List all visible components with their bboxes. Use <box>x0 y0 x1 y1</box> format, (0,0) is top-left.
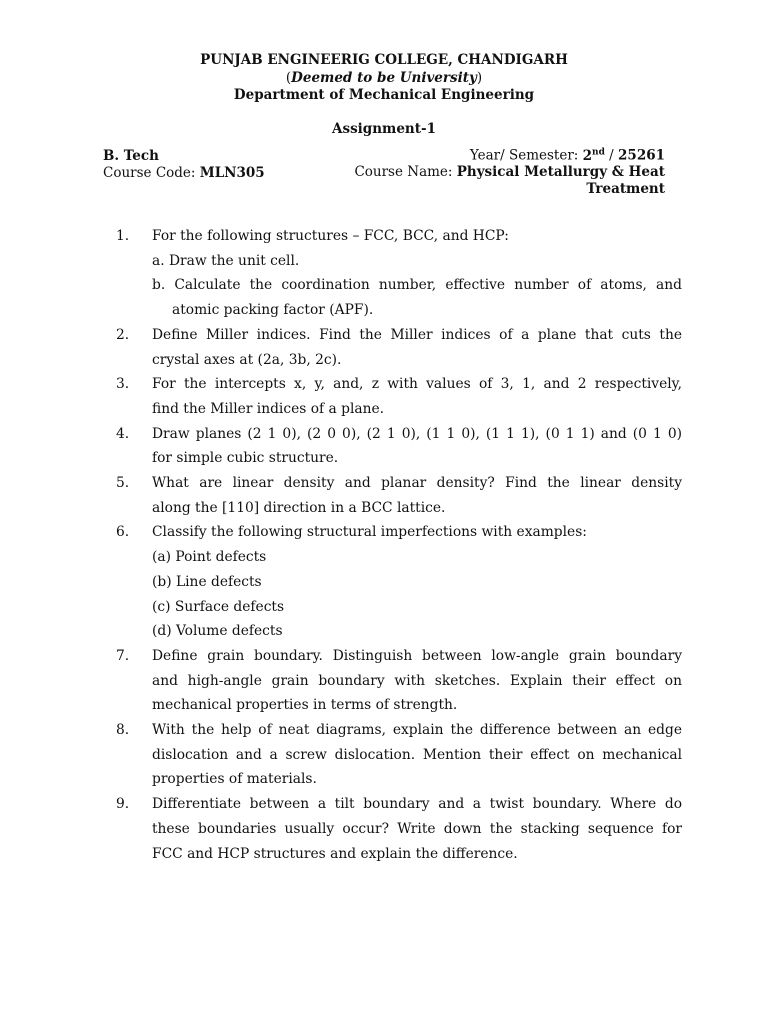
question-line: Define Miller indices. Find the Miller indices of a plane that cuts the <box>152 326 682 343</box>
question-number: 1. <box>116 228 130 244</box>
department-name: Department of Mechanical Engineering <box>233 87 535 103</box>
question-line: Define grain boundary. Distinguish between low-angle grain boundary <box>152 647 682 664</box>
question-line: for simple cubic structure. <box>152 450 339 467</box>
question-number: 6. <box>116 524 130 541</box>
question-line: With the help of neat diagrams, explain the difference between an edge <box>152 722 682 738</box>
question-text <box>152 224 682 249</box>
sub-item-text: (b) Line defects <box>152 573 262 590</box>
question-number: 4. <box>116 425 130 442</box>
question-number: 7. <box>116 647 130 664</box>
course-code-value: MLN305 <box>199 165 265 181</box>
question-line: For the intercepts x, y, and, z with values of 3, 1, and 2 respectively, <box>152 376 682 393</box>
question-line: properties of materials. <box>152 771 317 788</box>
sub-item-text: (d) Volume defects <box>152 623 283 640</box>
sub-item-text: (a) Point defects <box>152 549 267 566</box>
year-semester-label: Year/ Semester: <box>469 147 579 164</box>
year-semester: Year/ Semester: 2nd / 25261 <box>469 147 665 164</box>
program-name: B. Tech <box>103 148 159 164</box>
course-name-line1: Physical Metallurgy & Heat <box>456 164 665 180</box>
question-line: crystal axes at (2a, 3b, 2c). <box>152 351 342 368</box>
question-number: 2. <box>116 326 130 343</box>
sub-item-text: b. Calculate the coordination number, effective number of atoms, and <box>152 277 682 294</box>
question-text <box>152 471 682 520</box>
question-line: mechanical properties in terms of strength. <box>152 697 458 714</box>
question-line: Differentiate between a tilt boundary and a twist boundary. Where do <box>152 796 682 813</box>
sub-item-text: (c) Surface defects <box>152 598 285 615</box>
course-code-label: Course Code: <box>103 165 196 181</box>
question-line: What are linear density and planar density? Find the linear density <box>152 475 682 491</box>
question-line: Draw planes (2 1 0), (2 0 0), (2 1 0), (1 1 0), (1 1 1), (0 1 1) and (0 1 0) <box>152 425 682 442</box>
question-text <box>152 520 682 545</box>
question-number: 5. <box>116 475 130 491</box>
question-text <box>152 323 682 372</box>
question-text <box>152 422 682 471</box>
question-text <box>152 718 682 792</box>
question-line: these boundaries usually occur? Write down the stacking sequence for <box>152 820 682 837</box>
question-line: dislocation and a screw dislocation. Mention their effect on mechanical <box>152 746 682 763</box>
year-value: 2nd <box>582 147 605 164</box>
college-name: PUNJAB ENGINEERIG COLLEGE, CHANDIGARH <box>200 52 568 68</box>
question-text <box>152 644 682 718</box>
question-line: FCC and HCP structures and explain the difference. <box>152 845 518 862</box>
assignment-title: Assignment-1 <box>332 121 436 137</box>
semester-value: 25261 <box>618 147 665 164</box>
question-text <box>152 372 682 421</box>
university-status: (Deemed to be University) <box>285 70 483 86</box>
question-number: 3. <box>116 376 130 393</box>
course-name-label: Course Name: <box>354 164 453 180</box>
sub-item-text: atomic packing factor (APF). <box>172 302 374 319</box>
course-name <box>325 164 665 198</box>
course-code <box>103 165 265 181</box>
status-text: Deemed to be University <box>291 70 477 86</box>
question-text <box>152 792 682 866</box>
question-line: along the [110] direction in a BCC lattice. <box>152 499 446 516</box>
question-line: For the following structures – FCC, BCC, and HCP: <box>152 228 509 244</box>
question-number: 8. <box>116 722 130 738</box>
question-line: find the Miller indices of a plane. <box>152 400 385 417</box>
question-line: and high-angle grain boundary with sketches. Explain their effect on <box>152 672 682 689</box>
course-name-line2: Treatment <box>586 181 665 197</box>
question-line: Classify the following structural imperfections with examples: <box>152 524 587 541</box>
question-number: 9. <box>116 796 130 813</box>
sub-item-text: a. Draw the unit cell. <box>152 252 300 269</box>
